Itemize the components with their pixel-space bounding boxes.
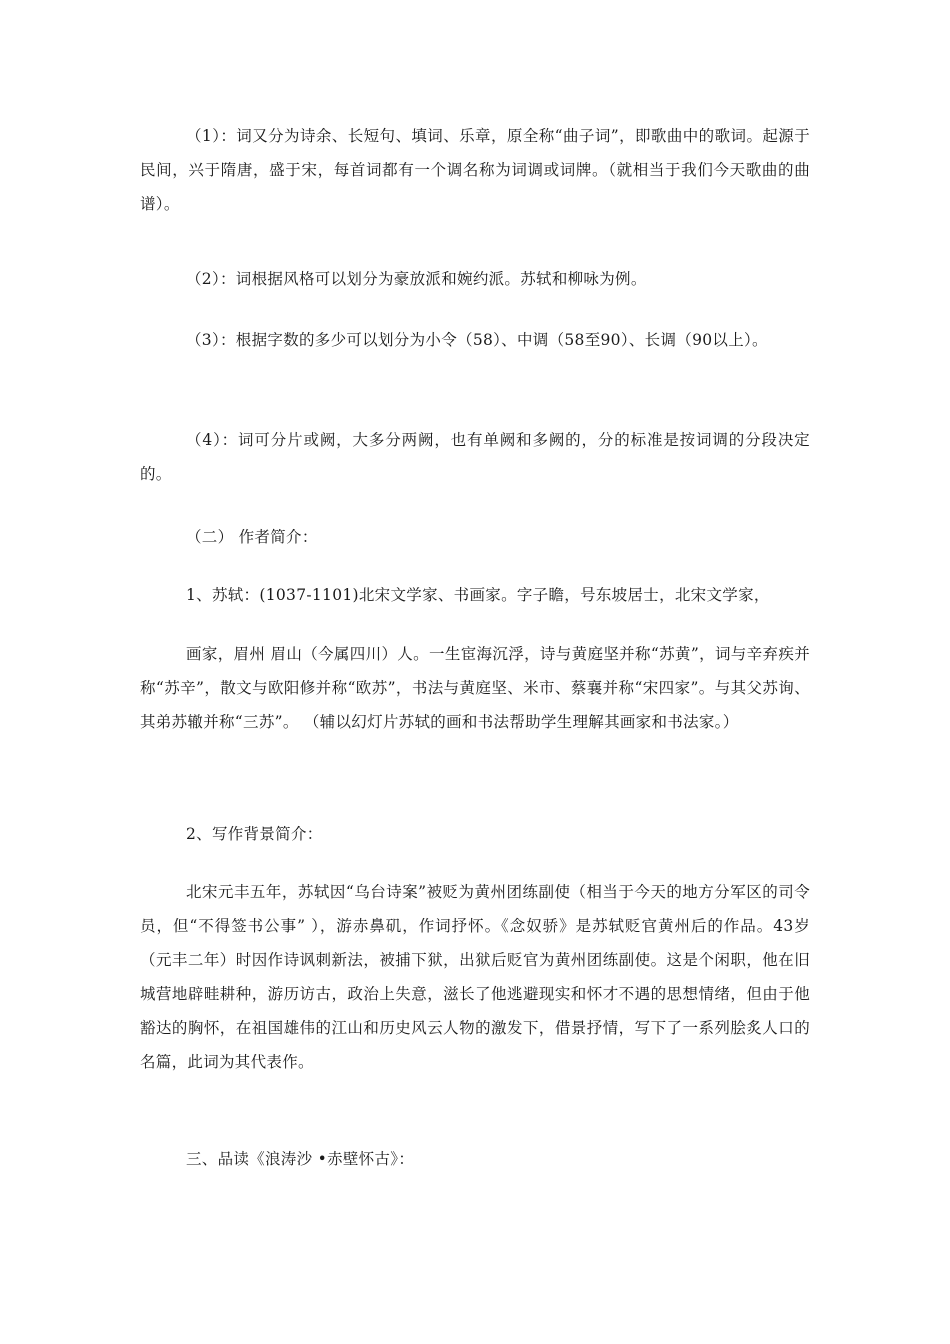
section-heading-background: 2、写作背景简介： [186, 825, 323, 843]
paragraph-ci-length: （3）：根据字数的多少可以划分为小令（58）、中调（58至90）、长调（90以上）。 [186, 331, 768, 349]
paragraph-ci-stanzas: （4）：词可分片或阙，大多分两阙，也有单阙和多阙的，分的标准是按词调的分段决定的。 [140, 431, 810, 483]
paragraph-ci-styles: （2）：词根据风格可以划分为豪放派和婉约派。苏轼和柳咏为例。 [186, 270, 647, 288]
paragraph-su-shi-intro: 1、苏轼：(1037-1101)北宋文学家、书画家。字子瞻，号东坡居士，北宋文学家， [186, 586, 770, 604]
paragraph-background: 北宋元丰五年，苏轼因“乌台诗案”被贬为黄州团练副使（相当于今天的地方分军区的司令员，但“不得签书公事” ），游赤鼻矶，作词抒怀。《念奴骄》是苏轼贬官黄州后的作品。43岁（元丰二年）时因作诗讽刺新法，被捕下狱，出狱后贬官为黄州团练副使。这是个闲职，他在旧城营地辟畦耕种，游历访古，政治上失意，滋长了他逃避现实和怀才不遇的思想情绪，但由于他豁达的胸怀，在祖国雄伟的江山和历史风云人物的激发下，借景抒情，写下了一系列脍炙人口的名篇，此词为其代表作。 [140, 883, 810, 1071]
section-heading-reading: 三、品读《浪涛沙 •赤壁怀古》： [186, 1150, 415, 1168]
section-heading-author: （二） 作者简介： [186, 528, 318, 546]
paragraph-su-shi-details: 画家，眉州 眉山（今属四川）人。一生宦海沉浮，诗与黄庭坚并称“苏黄”，词与辛弃疾并称“苏辛”，散文与欧阳修并称“欧苏”，书法与黄庭坚、米市、蔡襄并称“宋四家”。与其父苏询、其弟苏辙并称“三苏”。 （辅以幻灯片苏轼的画和书法帮助学生理解其画家和书法家。） [140, 645, 810, 731]
paragraph-ci-types: （1）：词又分为诗余、长短句、填词、乐章，原全称“曲子词”，即歌曲中的歌词。起源于民间，兴于隋唐，盛于宋，每首词都有一个调名称为词调或词牌。（就相当于我们今天歌曲的曲谱）。 [140, 127, 810, 213]
